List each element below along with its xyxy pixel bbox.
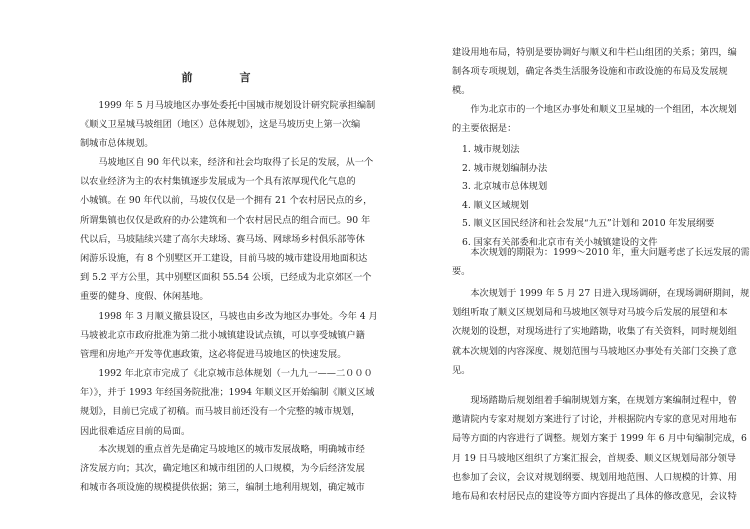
list-item: 3. 北京城市总体规划 xyxy=(462,181,548,193)
text-line: 闲游乐设施，有 8 个别墅区开工建设，目前马坡的城市建设用地面积达 xyxy=(80,252,368,264)
list-item: 5. 顺义区国民经济和社会发展“九五”计划和 2010 年发展纲要 xyxy=(462,218,715,230)
text-line: 作为北京市的一个地区办事处和顺义卫星城的一个组团，本次规划 xyxy=(452,104,737,115)
text-line: 次规划的设想，对现场进行了实地踏勘，收集了有关资料，同时规划组 xyxy=(452,326,737,338)
text-line: 划组听取了顺义区规划局和马坡地区领导对马坡今后发展的展望和本 xyxy=(452,307,728,319)
text-line: 《顺义卫星城马坡组团（地区）总体规划》，这是马坡历史上第一次编 xyxy=(80,119,361,131)
text-line: 和城市各项设施的规模提供依据；第三，编制土地利用规划，确定城市 xyxy=(80,482,365,494)
page-title: 前 言 xyxy=(181,71,269,84)
list-item: 4. 顺义区域规划 xyxy=(462,199,529,211)
text-line: 1998 年 3 月顺义撤县设区，马坡也由乡改为地区办事处。今年 4 月 xyxy=(80,311,378,322)
text-line: 因此很难适应目前的局面。 xyxy=(80,425,191,437)
text-line: 本次规划的期限为：1999～2010 年，重大问题考虑了长远发展的需 xyxy=(452,247,750,258)
paragraph-field-survey xyxy=(452,284,749,380)
paragraph-focus xyxy=(80,440,365,498)
text-line: 要。 xyxy=(452,266,471,278)
text-line: 年）》，并于 1993 年经国务院批准；1994 年顺义区开始编制《顺义区域 xyxy=(80,387,375,399)
text-line: 月 19 日马坡地区组织了方案汇报会，首规委、顺义区规划局部分领导 xyxy=(452,452,736,464)
basis-list xyxy=(452,141,714,253)
text-line: 到 5.2 平方公里，其中别墅区面积 55.54 公顷，已经成为北京郊区一个 xyxy=(80,272,372,284)
list-item: 2. 城市规划编制办法 xyxy=(462,162,548,174)
text-line: 制城市总体规划。 xyxy=(80,138,154,150)
paragraph-district-change xyxy=(80,307,378,365)
list-item: 6. 国家有关部委和北京市有关小城镇建设的文件 xyxy=(462,236,658,248)
text-line: 建设用地布局，特别是要协调好与顺义和牛栏山组团的关系；第四，编 xyxy=(452,47,737,58)
text-line: 地布局和农村居民点的建设等方面内容提出了具体的修改意见，会议特 xyxy=(452,490,737,502)
text-line: 见。 xyxy=(452,364,471,376)
text-line: 代以后，马坡陆续兴建了高尔夫球场、赛马场、网球场乡村俱乐部等休 xyxy=(80,233,365,245)
text-line: 1992 年北京市完成了《北京城市总体规划（一九九一——二０００ xyxy=(80,368,373,379)
text-line: 邀请院内专家对规划方案进行了讨论，并根据院内专家的意见对用地布 xyxy=(452,414,737,426)
text-line: 的主要依据是： xyxy=(452,123,517,135)
text-line: 济发展方向；其次，确定地区和城市组团的人口规模，为今后经济发展 xyxy=(80,463,365,475)
text-line: 本次规划于 1999 年 5 月 27 日进入现场调研，在现场调研期间，规 xyxy=(452,288,750,299)
text-line: 就本次规划的内容深度、规划范围与马坡地区办事处有关部门交换了意 xyxy=(452,345,737,357)
text-line: 也参加了会议，会议对规划纲要、规划用地范围、人口规模的计算、用 xyxy=(452,471,737,483)
paragraph-continuation xyxy=(452,43,737,101)
text-line: 重要的健身、度假、休闲基地。 xyxy=(80,291,209,303)
paragraph-development xyxy=(80,153,373,307)
text-line: 以农业经济为主的农村集镇逐步发展成为一个具有浓厚现代化气息的 xyxy=(80,176,356,188)
text-line: 所谓集镇也仅仅是政府的办公建筑和一个农村居民点的组合而已。90 年 xyxy=(80,214,371,226)
text-line: 现场踏勘后规划组着手编制规划方案，在规划方案编制过程中，曾 xyxy=(452,395,737,406)
text-line: 本次规划的重点首先是确定马坡地区的城市发展战略，明确城市经 xyxy=(80,444,365,455)
text-line: 模。 xyxy=(452,85,471,97)
paragraph-basis-intro xyxy=(452,100,737,138)
text-line: 规划》，目前已完成了初稿。而马坡目前还没有一个完整的城市规划， xyxy=(80,406,361,418)
text-line: 小城镇。在 90 年代以前，马坡仅仅是一个拥有 21 个农村居民点的乡， xyxy=(80,195,373,207)
list-item: 1. 城市规划法 xyxy=(462,144,520,155)
paragraph-commission xyxy=(80,96,375,154)
text-line: 制各项专项规划，确定各类生活服务设施和市政设施的布局及发展规 xyxy=(452,66,728,78)
text-line: 马坡被北京市政府批准为第二批小城镇建设试点镇，可以享受城镇户籍 xyxy=(80,330,365,342)
paragraph-plan-drafting xyxy=(452,391,747,506)
paragraph-period xyxy=(452,243,750,281)
text-line: 马坡地区自 90 年代以来，经济和社会均取得了长足的发展，从一个 xyxy=(80,157,374,168)
text-line: 1999 年 5 月马坡地区办事处委托中国城市规划设计研究院承担编制 xyxy=(80,100,376,111)
paragraph-master-plan xyxy=(80,364,374,441)
text-line: 管理和房地产开发等优惠政策，这必将促进马坡地区的快速发展。 xyxy=(80,349,347,361)
text-line: 局等方面的内容进行了调整。规划方案于 1999 年 6 月中旬编制完成，6 xyxy=(452,433,747,445)
